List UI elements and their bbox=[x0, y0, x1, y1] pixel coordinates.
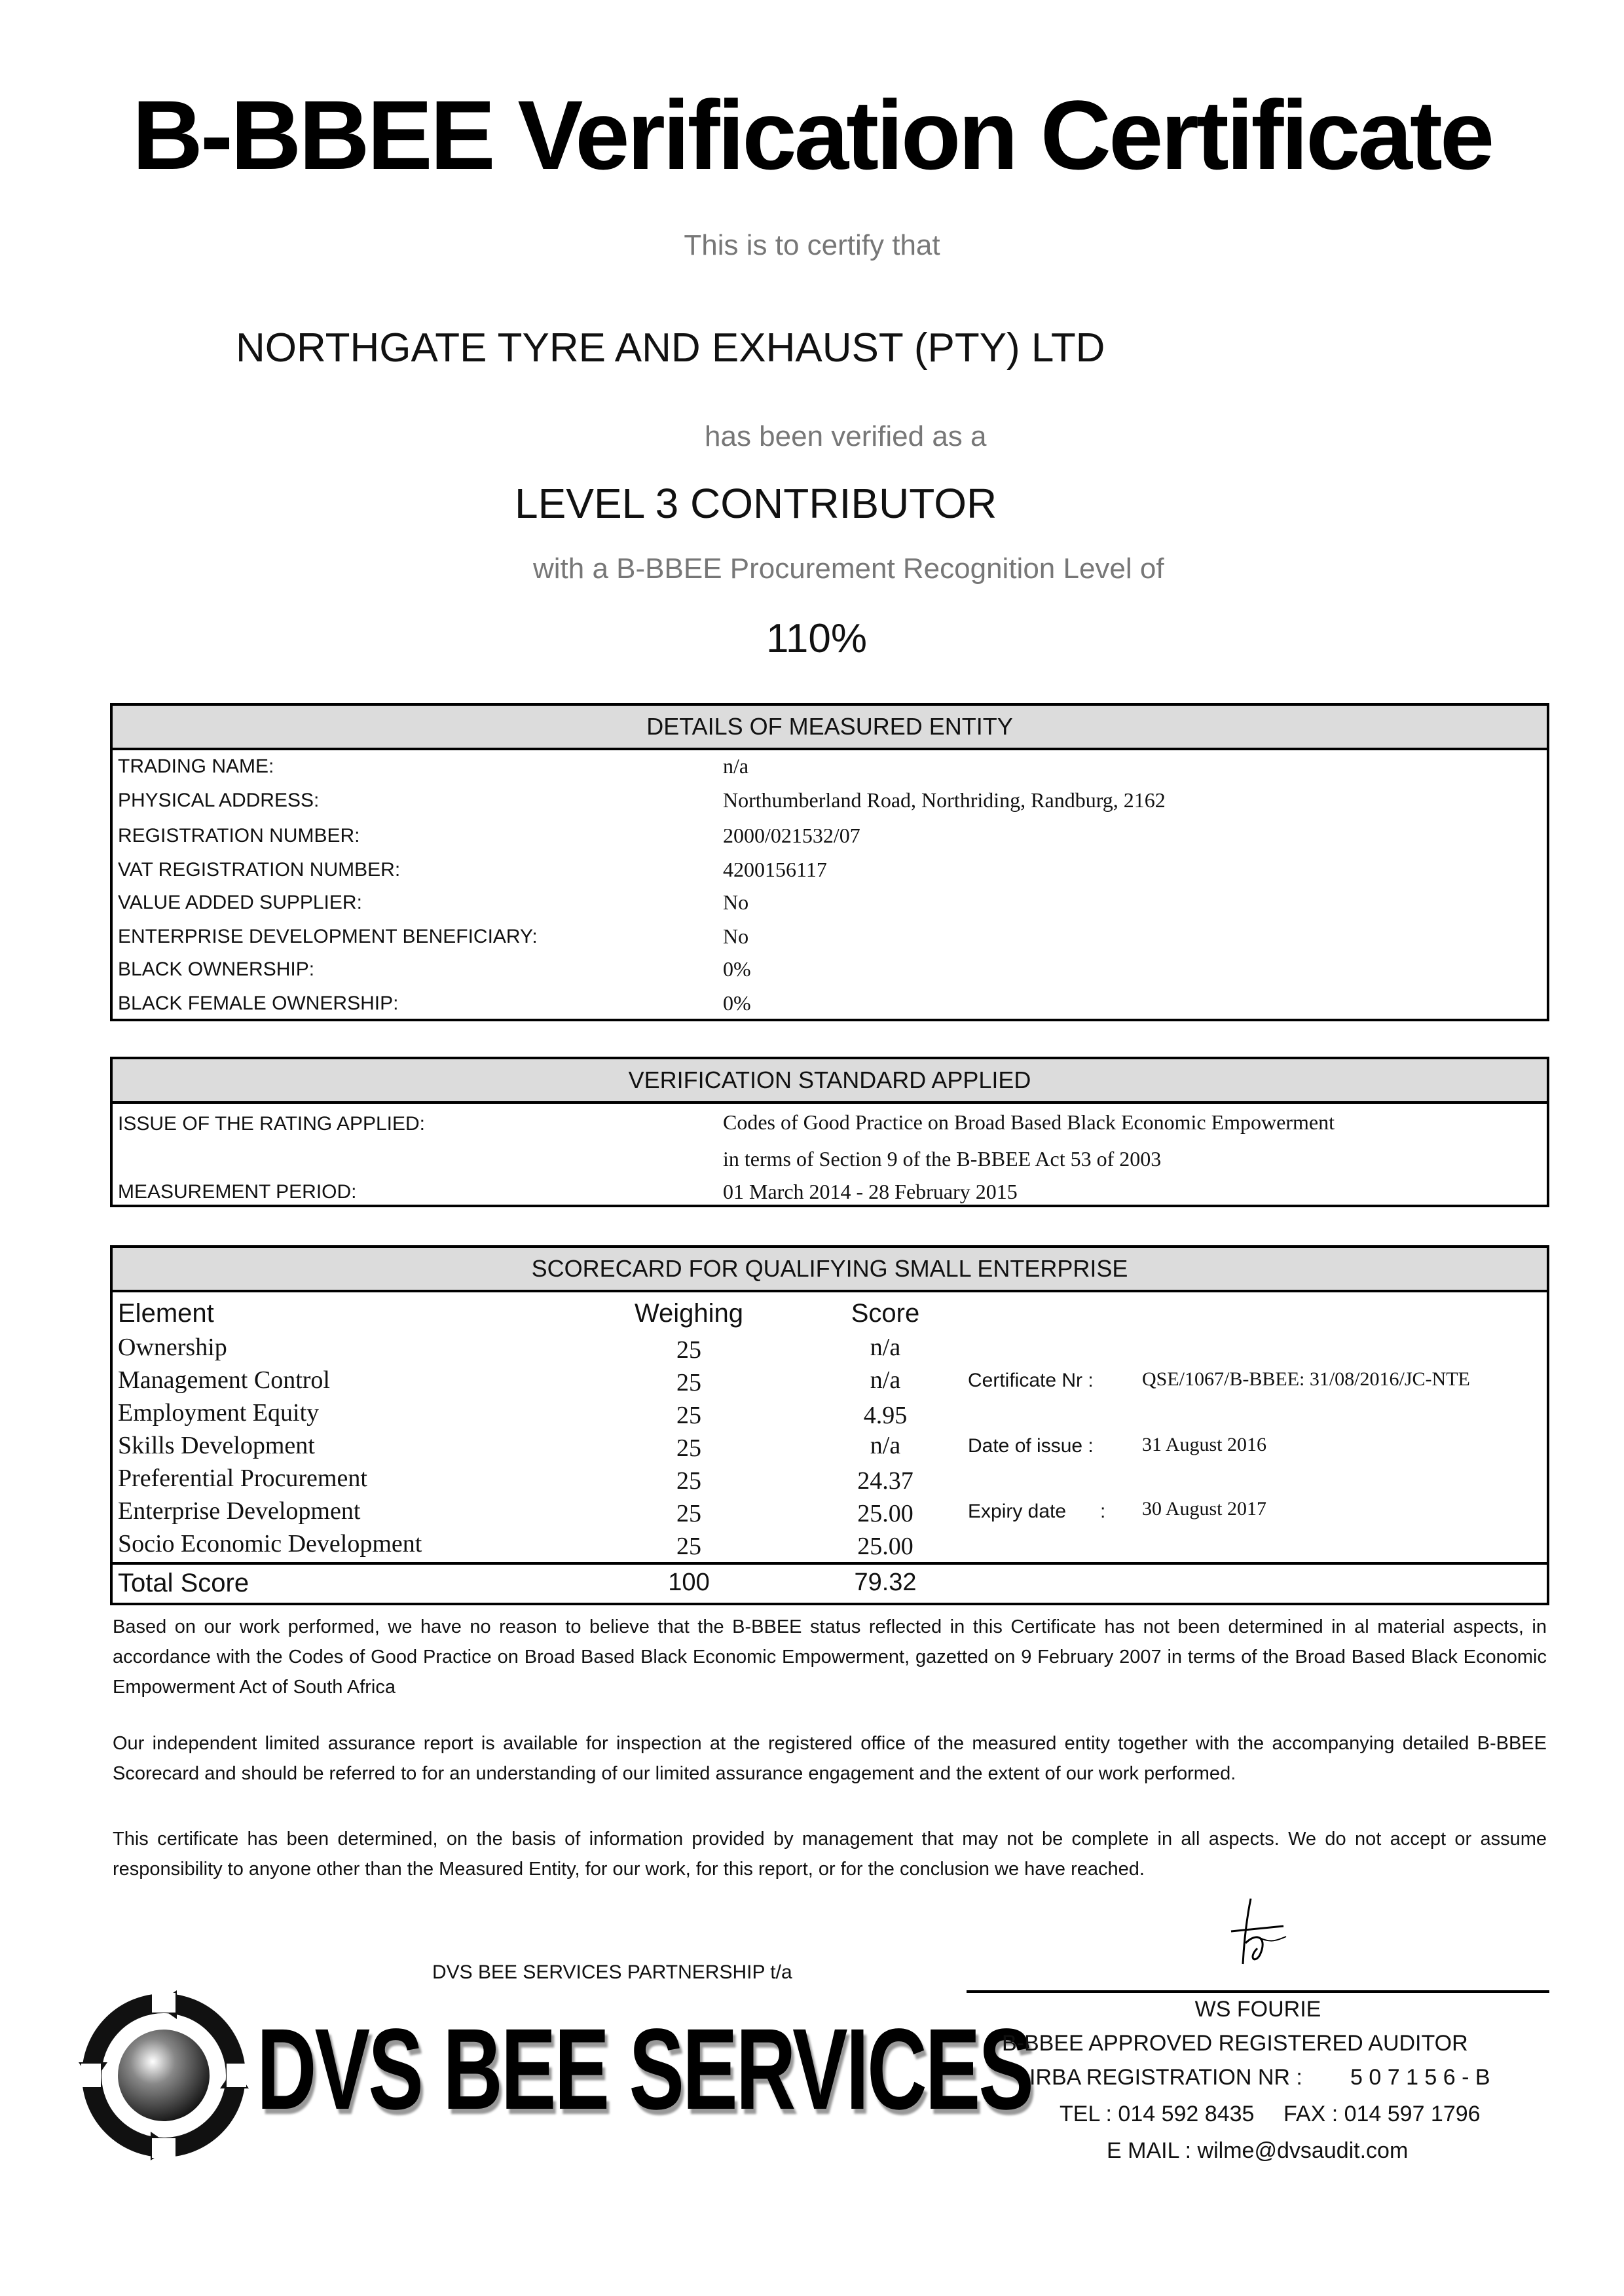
dvs-logo-icon bbox=[79, 1990, 249, 2160]
issue-value-line2: in terms of Section 9 of the B-BBEE Act 53 of 2003 bbox=[723, 1147, 1162, 1171]
score-value: 25.00 bbox=[857, 1533, 913, 1560]
total-score-value: 79.32 bbox=[854, 1569, 917, 1596]
score-element: Ownership bbox=[118, 1334, 227, 1361]
entity-value: No bbox=[723, 890, 749, 914]
entity-details-table bbox=[110, 703, 1549, 1021]
score-value: n/a bbox=[870, 1366, 901, 1394]
score-weighing: 25 bbox=[676, 1336, 701, 1364]
score-weighing: 25 bbox=[676, 1434, 701, 1462]
certify-text: This is to certify that bbox=[684, 229, 940, 261]
verification-standard-heading: VERIFICATION STANDARD APPLIED bbox=[113, 1059, 1547, 1104]
score-value: 25.00 bbox=[857, 1500, 913, 1527]
issue-label: ISSUE OF THE RATING APPLIED: bbox=[118, 1113, 425, 1135]
score-element: Management Control bbox=[118, 1366, 330, 1394]
period-label: MEASUREMENT PERIOD: bbox=[118, 1181, 357, 1203]
period-value: 01 March 2014 - 28 February 2015 bbox=[723, 1180, 1018, 1203]
entity-value: 0% bbox=[723, 991, 751, 1015]
certificate-nr-value: QSE/1067/B-BBEE: 31/08/2016/JC-NTE bbox=[1142, 1368, 1470, 1390]
entity-label: BLACK OWNERSHIP: bbox=[118, 958, 315, 980]
score-weighing: 25 bbox=[676, 1369, 701, 1396]
entity-value: Northumberland Road, Northriding, Randburg, 2162 bbox=[723, 788, 1166, 812]
total-separator bbox=[113, 1562, 1547, 1565]
entity-details-heading: DETAILS OF MEASURED ENTITY bbox=[113, 706, 1547, 750]
company-logo-text: DVS BEE SERVICES bbox=[257, 2005, 1032, 2134]
score-weighing: 25 bbox=[676, 1533, 701, 1560]
score-weighing: 25 bbox=[676, 1467, 701, 1495]
score-weighing: 25 bbox=[676, 1500, 701, 1527]
entity-label: VAT REGISTRATION NUMBER: bbox=[118, 859, 401, 881]
auditor-name: WS FOURIE bbox=[1194, 1997, 1321, 2022]
score-element: Socio Economic Development bbox=[118, 1530, 422, 1558]
total-score-label: Total Score bbox=[118, 1569, 249, 1597]
company-name: NORTHGATE TYRE AND EXHAUST (PTY) LTD bbox=[236, 325, 1105, 371]
entity-label: PHYSICAL ADDRESS: bbox=[118, 790, 320, 811]
issue-date-value: 31 August 2016 bbox=[1142, 1434, 1267, 1455]
issue-date-label: Date of issue : bbox=[968, 1435, 1094, 1457]
responsibility-paragraph: This certificate has been determined, on the basis of information provided by management that may not be complete in all aspects. We do not accept or assume responsibility to anyone other than the Measured Entity, for our work, for this report, or for the conclusion we have reached. bbox=[113, 1829, 1547, 1880]
total-weighing: 100 bbox=[668, 1569, 710, 1596]
scorecard-heading: SCORECARD FOR QUALIFYING SMALL ENTERPRISE bbox=[113, 1248, 1547, 1292]
telephone: TEL : 014 592 8435 bbox=[1060, 2102, 1255, 2126]
score-value: 4.95 bbox=[863, 1402, 908, 1429]
score-value: n/a bbox=[870, 1334, 901, 1361]
col-weighing-header: Weighing bbox=[634, 1299, 744, 1328]
disclaimer-paragraph: Based on our work performed, we have no reason to believe that the B-BBEE status reflected in this Certificate has not been determined in al material aspects, in accordance with the Codes of Good Practice on Broad Based Black Economic Empowerment, gazetted on 9 February 2007 in terms of the Broad Based Black Economic Empowerment Act of South Africa bbox=[113, 1616, 1547, 1698]
verification-standard-table bbox=[110, 1057, 1549, 1207]
certificate-title: B-BBEE Verification Certificate bbox=[132, 80, 1492, 190]
entity-value: n/a bbox=[723, 754, 749, 778]
score-weighing: 25 bbox=[676, 1402, 701, 1429]
certificate-nr-label: Certificate Nr : bbox=[968, 1370, 1094, 1391]
entity-label: VALUE ADDED SUPPLIER: bbox=[118, 892, 362, 913]
auditor-signature bbox=[1205, 1892, 1310, 1977]
score-value: n/a bbox=[870, 1432, 901, 1459]
issue-value-line1: Codes of Good Practice on Broad Based Black Economic Empowerment bbox=[723, 1110, 1335, 1134]
recognition-value: 110% bbox=[766, 616, 867, 661]
score-element: Enterprise Development bbox=[118, 1497, 361, 1525]
irba-number: 5 0 7 1 5 6 - B bbox=[1350, 2065, 1490, 2090]
email: E MAIL : wilme@dvsaudit.com bbox=[1107, 2138, 1409, 2163]
col-score-header: Score bbox=[851, 1299, 920, 1328]
assurance-paragraph: Our independent limited assurance report is available for inspection at the registered office of the measured entity together with the accompanying detailed B-BBEE Scorecard and should be referred to for an understanding of our limited assurance engagement and the extent of our work performed. bbox=[113, 1733, 1547, 1784]
entity-label: REGISTRATION NUMBER: bbox=[118, 825, 360, 847]
recognition-text: with a B-BBEE Procurement Recognition Level of bbox=[533, 553, 1164, 585]
irba-label: IRBA REGISTRATION NR : bbox=[1029, 2065, 1302, 2090]
signature-line bbox=[967, 1990, 1549, 1993]
entity-value: 4200156117 bbox=[723, 858, 827, 881]
auditor-title: B-BBEE APPROVED REGISTERED AUDITOR bbox=[1002, 2031, 1468, 2056]
entity-value: No bbox=[723, 924, 749, 948]
score-element: Preferential Procurement bbox=[118, 1465, 367, 1492]
partnership-text: DVS BEE SERVICES PARTNERSHIP t/a bbox=[432, 1961, 792, 1983]
verified-text: has been verified as a bbox=[705, 420, 987, 452]
entity-label: TRADING NAME: bbox=[118, 756, 274, 777]
expiry-date-value: 30 August 2017 bbox=[1142, 1498, 1267, 1520]
contributor-level: LEVEL 3 CONTRIBUTOR bbox=[515, 480, 997, 527]
fax: FAX : 014 597 1796 bbox=[1283, 2102, 1481, 2126]
scorecard-table bbox=[110, 1245, 1549, 1605]
col-element-header: Element bbox=[118, 1299, 214, 1328]
entity-value: 2000/021532/07 bbox=[723, 824, 860, 847]
score-element: Employment Equity bbox=[118, 1399, 320, 1427]
expiry-date-colon: : bbox=[1100, 1501, 1106, 1522]
score-value: 24.37 bbox=[857, 1467, 913, 1495]
entity-label: BLACK FEMALE OWNERSHIP: bbox=[118, 993, 399, 1014]
entity-label: ENTERPRISE DEVELOPMENT BENEFICIARY: bbox=[118, 926, 538, 947]
expiry-date-label: Expiry date bbox=[968, 1501, 1067, 1522]
entity-value: 0% bbox=[723, 957, 751, 981]
score-element: Skills Development bbox=[118, 1432, 315, 1459]
